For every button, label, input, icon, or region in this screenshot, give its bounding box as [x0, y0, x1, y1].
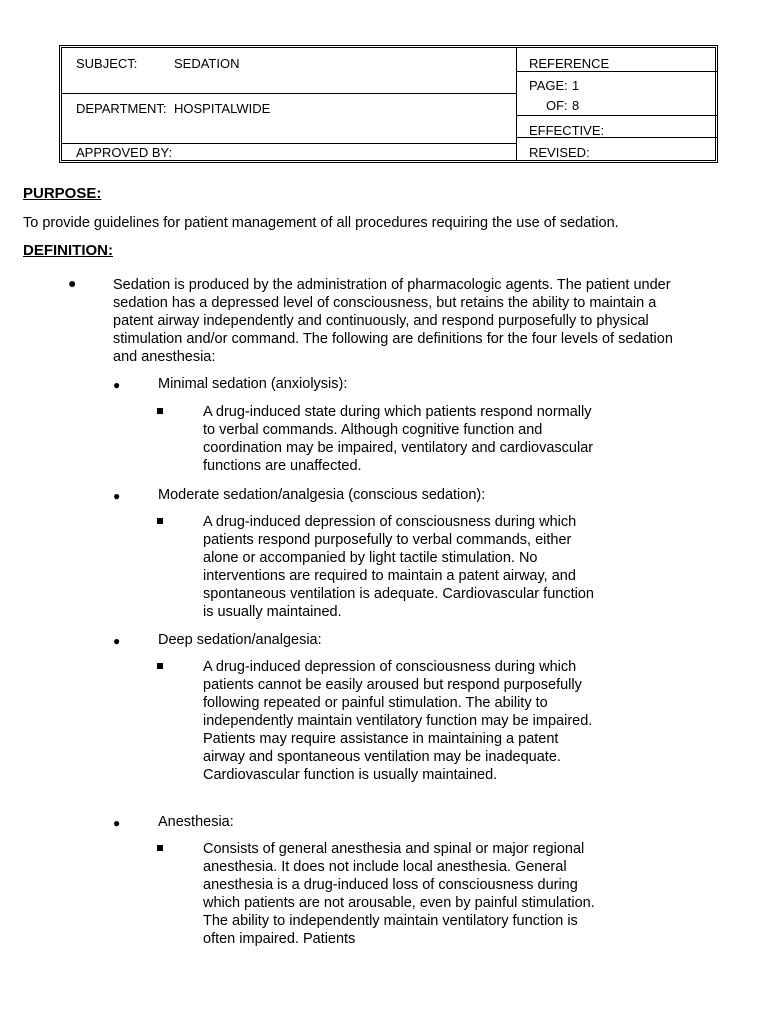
bullet-dot: ●	[113, 816, 121, 830]
level-description-minimal: A drug-induced state during which patients respond normally to verbal commands. Although cognitive function and coordination may be impaired, ventilatory and cardiovascular functions are unaffected.	[203, 404, 594, 474]
level-description-anesthesia: Consists of general anesthesia and spinal or major regional anesthesia. It does not include local anesthesia. General anesthesia is a drug-induced loss of consciousness during which patients are not arousable, even by painful stimulation. The ability to independently maintain ventilatory function is often impaired. Patients	[203, 841, 595, 947]
bullet-square	[157, 408, 163, 414]
level-label-deep: Deep sedation/analgesia:	[158, 632, 322, 648]
bullet-dot: ●	[113, 634, 121, 648]
purpose-heading: PURPOSE:	[23, 185, 102, 202]
bullet-square	[157, 518, 163, 524]
department-label: DEPARTMENT:	[76, 101, 167, 116]
purpose-text: To provide guidelines for patient management of all procedures requiring the use of sedation.	[23, 215, 619, 231]
level-description-moderate: A drug-induced depression of consciousness during which patients respond purposefully to verbal commands, either alone or accompanied by light tactile stimulation. No interventions are required to maintain a patent airway, and spontaneous ventilation is adequate. Cardiovascular function is usually maintained.	[203, 514, 594, 620]
subject-label: SUBJECT:	[76, 56, 138, 71]
bullet-dot: ●	[68, 275, 77, 291]
reference-label: REFERENCE	[529, 56, 610, 71]
definition-intro: Sedation is produced by the administration of pharmacologic agents. The patient under sedation has a depressed level of consciousness, but retains the ability to maintain a patent airway independently and continuously, and respond purposefully to physical stimulation and/or command. The following are definitions for the four levels of sedation and anesthesia:	[113, 277, 673, 365]
revised-label: REVISED:	[529, 145, 590, 160]
page-label: PAGE:	[529, 78, 568, 93]
page-of-label: OF:	[546, 98, 568, 113]
bullet-dot: ●	[113, 378, 121, 392]
bullet-square	[157, 663, 163, 669]
department-value: HOSPITALWIDE	[174, 101, 271, 116]
subject-value: SEDATION	[174, 56, 240, 71]
level-label-anesthesia: Anesthesia:	[158, 814, 234, 830]
level-label-minimal: Minimal sedation (anxiolysis):	[158, 376, 348, 392]
page-total: 8	[572, 98, 580, 113]
page-number: 1	[572, 78, 580, 93]
document-header-table	[59, 45, 718, 163]
definition-heading: DEFINITION:	[23, 242, 113, 259]
bullet-dot: ●	[113, 489, 121, 503]
bullet-square	[157, 845, 163, 851]
header-column-divider	[516, 48, 517, 160]
header-row-divider	[516, 115, 718, 116]
header-row-divider	[62, 143, 516, 144]
level-description-deep: A drug-induced depression of consciousness during which patients cannot be easily aroused but respond purposefully following repeated or painful stimulation. The ability to independently maintain ventilatory function may be impaired. Patients may require assistance in maintaining a patent airway and spontaneous ventilation may be inadequate. Cardiovascular function is usually maintained.	[203, 659, 593, 783]
header-row-divider	[62, 93, 516, 94]
effective-label: EFFECTIVE:	[529, 123, 605, 138]
level-label-moderate: Moderate sedation/analgesia (conscious sedation):	[158, 487, 486, 503]
approved-by-label: APPROVED BY:	[76, 145, 173, 160]
